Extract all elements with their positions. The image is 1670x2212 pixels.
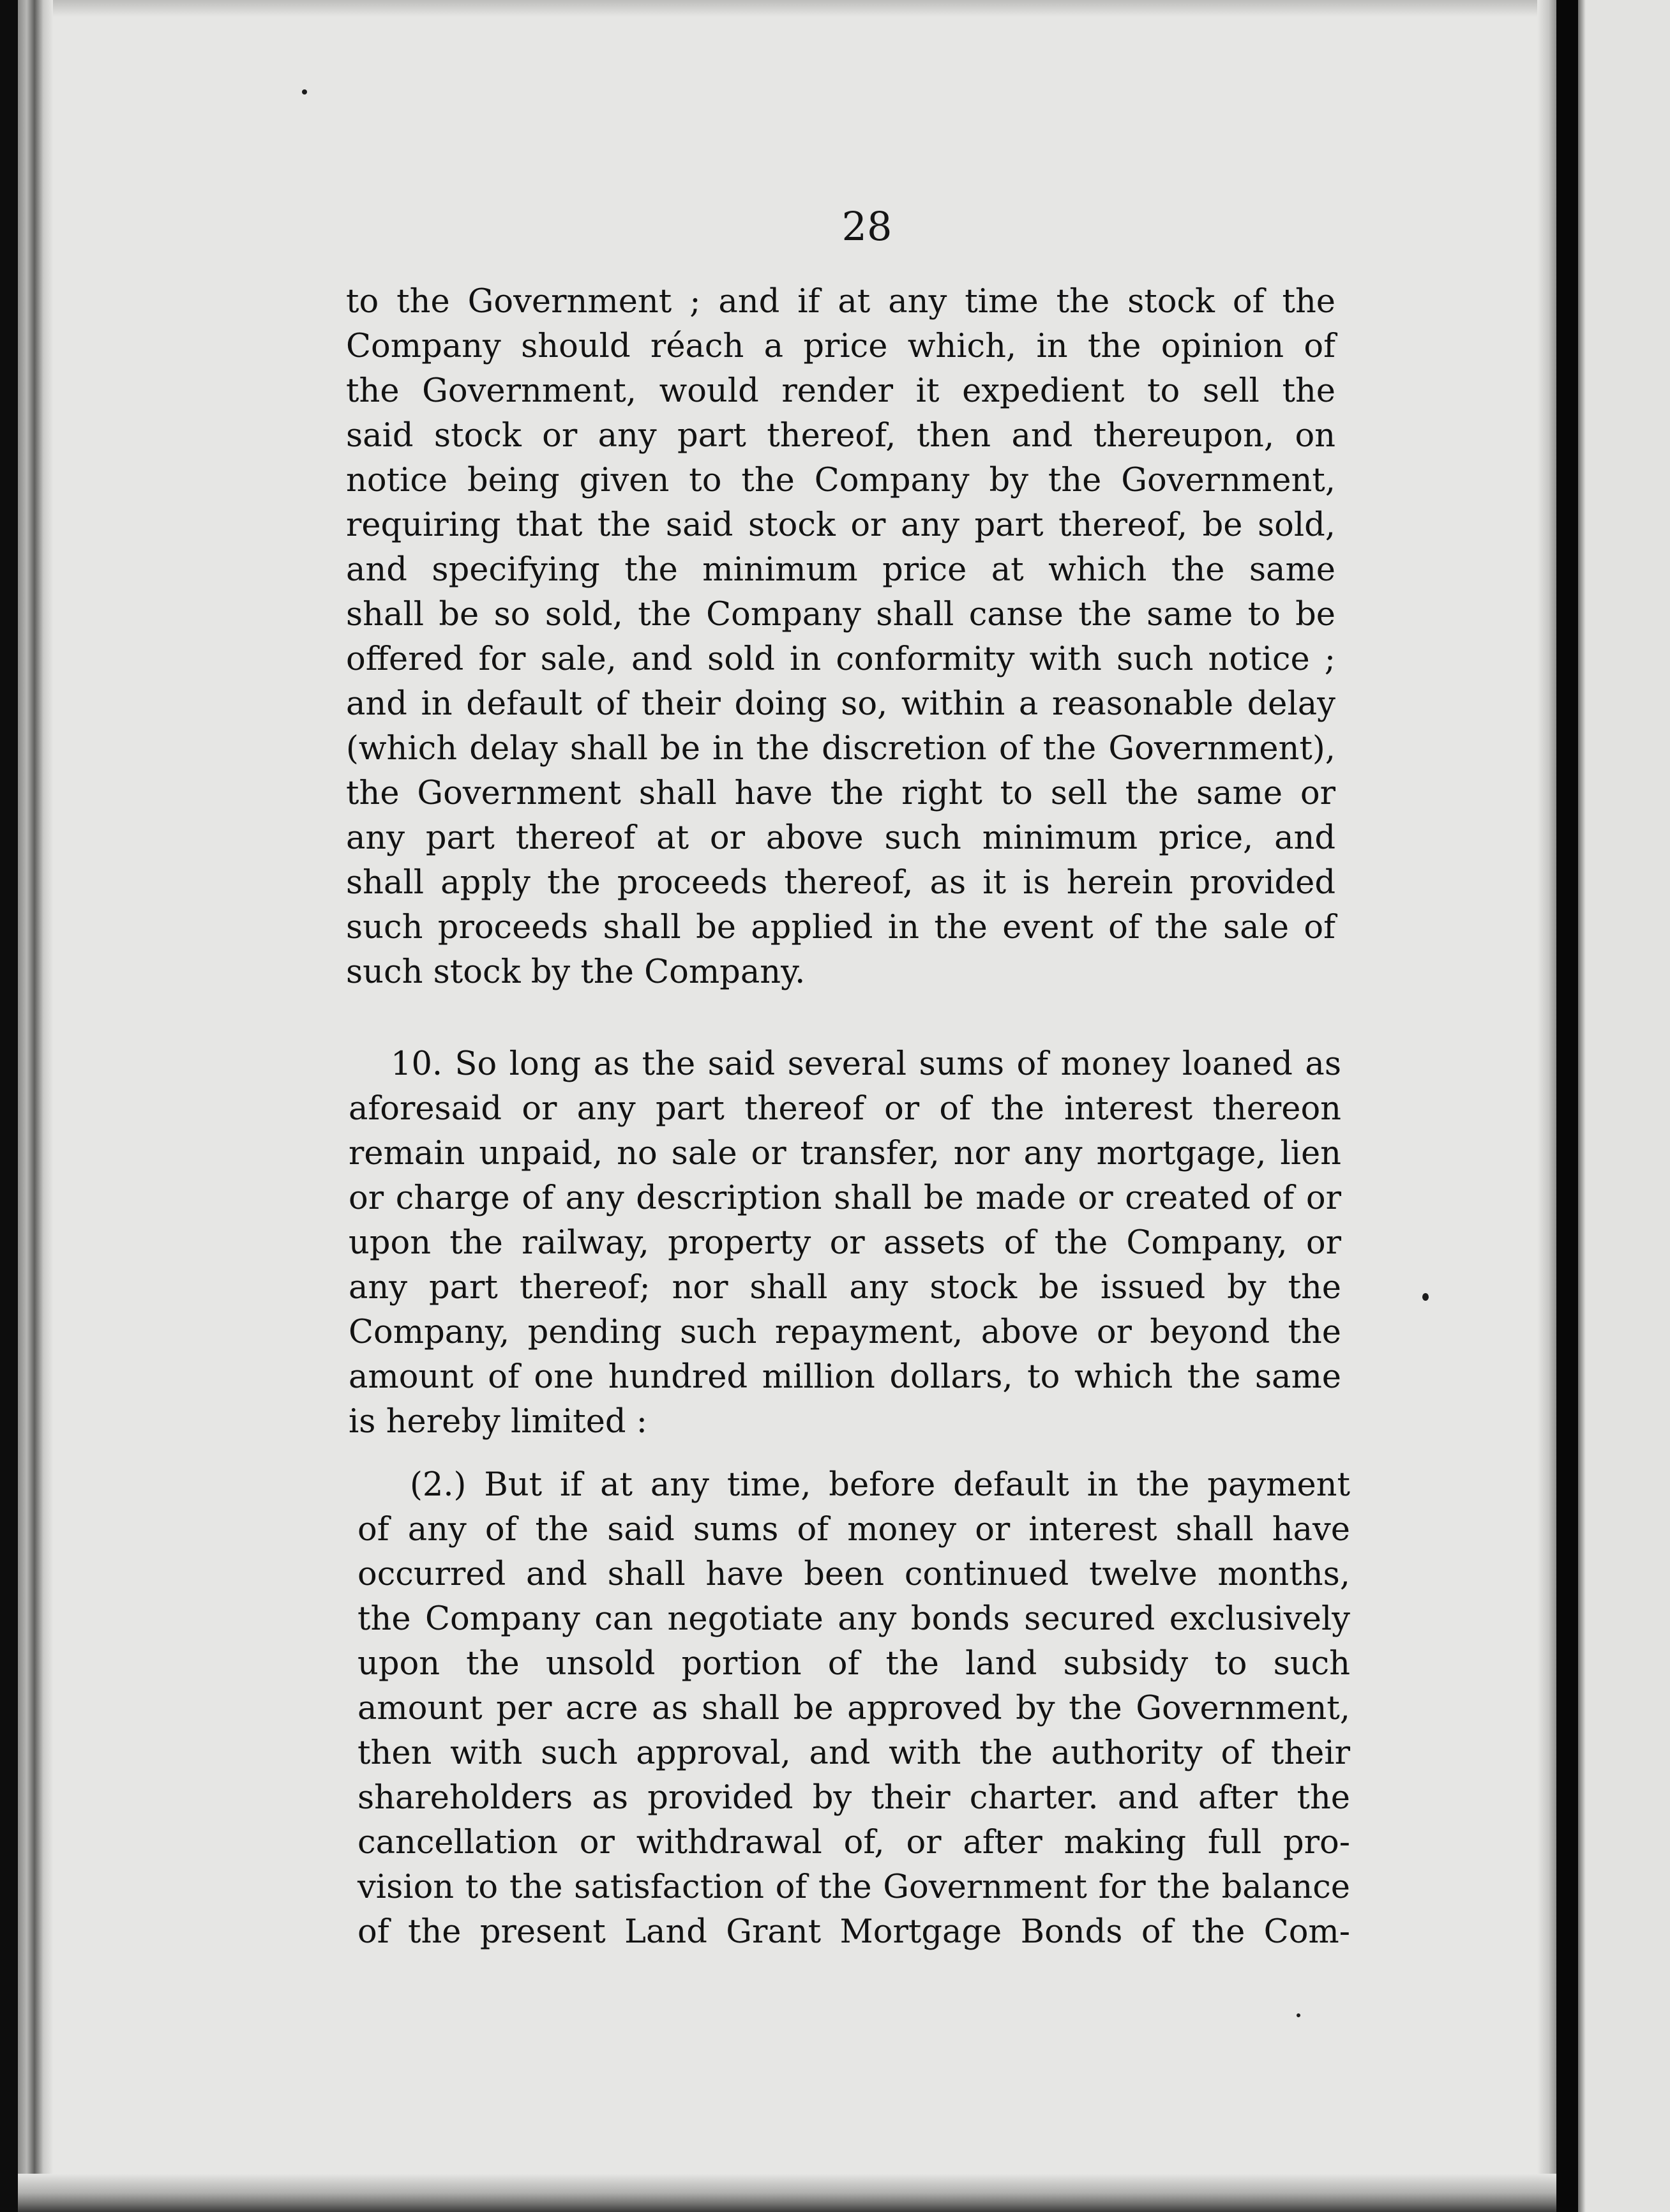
text-line: shall apply the proceeds thereof, as it is herein provided — [346, 864, 1335, 902]
text-line: requiring that the said stock or any part thereof, be sold, — [346, 506, 1335, 544]
text-line: any part thereof at or above such minimum price, and — [346, 819, 1335, 857]
page-binding-edge — [18, 0, 53, 2212]
text-line: and in default of their doing so, within a reasonable delay — [346, 685, 1335, 723]
text-line: amount of one hundred million dollars, to which the same — [349, 1358, 1341, 1396]
scan-speck — [1422, 1293, 1429, 1301]
text-line: notice being given to the Company by the Government, — [346, 462, 1335, 499]
text-line: the Company can negotiate any bonds secured exclusively — [357, 1600, 1350, 1638]
text-line: to the Government ; and if at any time the stock of the — [346, 283, 1335, 321]
text-line: of the present Land Grant Mortgage Bonds of the Com- — [357, 1913, 1350, 1951]
paragraph-section-10 — [349, 1042, 1341, 1444]
text-line: remain unpaid, no sale or transfer, nor any mortgage, lien — [349, 1135, 1341, 1172]
text-line: upon the railway, property or assets of the Company, or — [349, 1224, 1341, 1262]
text-line: such proceeds shall be applied in the event of the sale of — [346, 909, 1335, 946]
page-number: 28 — [841, 203, 892, 250]
paragraph-subsection-2 — [357, 1463, 1350, 1955]
paragraph-continuation — [346, 280, 1335, 995]
page-bottom-edge — [18, 2174, 1556, 2212]
page-gutter — [1556, 0, 1578, 2212]
text-line: Company should réach a price which, in the opinion of — [346, 328, 1335, 365]
scan-speck — [302, 89, 307, 95]
scan-speck — [1297, 2013, 1300, 2017]
text-line: (which delay shall be in the discretion of the Government), — [346, 730, 1335, 768]
text-line: shall be so sold, the Company shall canse the same to be — [346, 596, 1335, 633]
text-line: 10. So long as the said several sums of money loaned as — [391, 1045, 1341, 1083]
adjacent-page-edge — [1578, 0, 1670, 2212]
text-line: of any of the said sums of money or interest shall have — [357, 1511, 1350, 1549]
text-line: shareholders as provided by their charter. and after the — [357, 1779, 1350, 1817]
text-line: such stock by the Company. — [346, 953, 806, 991]
page-top-edge — [18, 0, 1556, 17]
text-line: upon the unsold portion of the land subsidy to such — [357, 1645, 1350, 1683]
text-line: vision to the satisfaction of the Government for the balance — [357, 1868, 1350, 1906]
page-right-edge — [1537, 0, 1556, 2212]
text-line: and specifying the minimum price at which the same — [346, 551, 1335, 589]
text-line: cancellation or withdrawal of, or after making full pro- — [357, 1824, 1350, 1861]
text-line: said stock or any part thereof, then and thereupon, on — [346, 417, 1335, 455]
text-line: or charge of any description shall be made or created of or — [349, 1179, 1341, 1217]
text-line: amount per acre as shall be approved by the Government, — [357, 1690, 1350, 1727]
text-line: Company, pending such repayment, above or beyond the — [349, 1314, 1341, 1351]
text-line: aforesaid or any part thereof or of the interest thereon — [349, 1090, 1341, 1128]
text-line: then with such approval, and with the authority of their — [357, 1734, 1350, 1772]
text-line: the Government shall have the right to sell the same or — [346, 775, 1335, 812]
text-line: (2.) But if at any time, before default in the payment — [410, 1466, 1350, 1504]
text-line: offered for sale, and sold in conformity with such notice ; — [346, 640, 1335, 678]
text-line: is hereby limited : — [349, 1403, 647, 1441]
text-line: any part thereof; nor shall any stock be issued by the — [349, 1269, 1341, 1307]
text-line: the Government, would render it expedient to sell the — [346, 372, 1335, 410]
text-line: occurred and shall have been continued twelve months, — [357, 1556, 1350, 1593]
